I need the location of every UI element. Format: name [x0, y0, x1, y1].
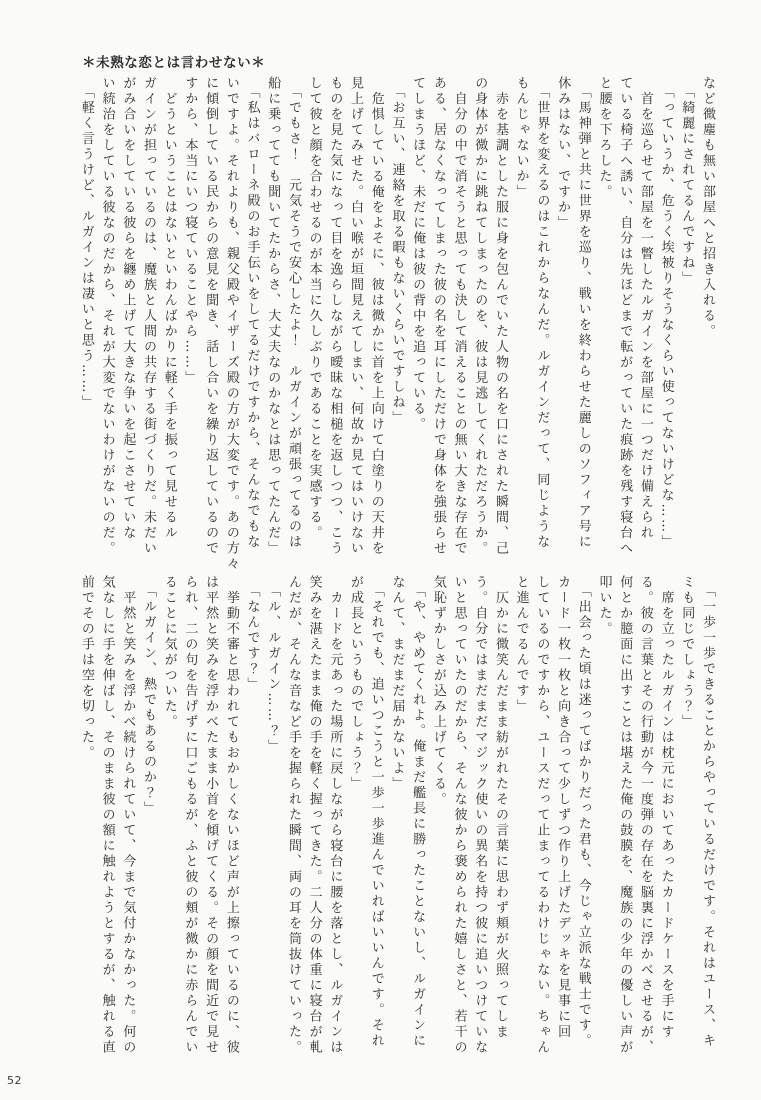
text-column: 「馬神弾と共に世界を巡り、戦いを終わらせた麗しのソフィア号に	[575, 76, 591, 550]
text-column: 「軽く言うけど、ルガインは凄いと思う……」	[78, 76, 94, 411]
text-column: 「綺麗にされてるんですね」	[679, 76, 695, 287]
text-column: 席を立ったルガインは枕元においてあったカードケースを手にす	[658, 575, 674, 1040]
text-column: う。自分ではまだまだマジック使いの異名を持つ彼に追いつけていな	[472, 575, 488, 1056]
text-column: もんじゃないか」	[513, 76, 529, 200]
text-column: 「でもさ！ 元気そうで安心したよ！ ルガインが頑張ってるのは	[285, 76, 301, 550]
text-column: いですよ。それよりも、親父殿やイザーズ殿の方が大変です。あの方々	[223, 76, 239, 572]
text-column: 休みはない、ですか」	[555, 76, 571, 231]
text-column: 船に乗ってても聞いてたからさ、大丈夫なのかなとは思ってたんだ」	[265, 76, 281, 557]
text-column: 「や、やめてくれよ。俺まだ艦長に勝ったことないし、ルガインに	[410, 575, 426, 1049]
text-column: ている椅子へ誘い、自分は先ほどまで転がっていた痕跡を残す寝台へ	[617, 76, 633, 557]
text-column: 「ルガイン、熱でもあるのか？」	[141, 575, 157, 817]
text-column: 「世界を変えるのはこれからなんだ。ルガインだって、同じような	[534, 76, 550, 550]
text-column: がみ合いをしている彼らを纏め上げて大きな争いを起こさせていな	[120, 76, 136, 541]
text-column: カード一枚一枚と向き合って少しずつ作り上げたデッキを見事に回	[555, 575, 571, 1040]
text-column: なんて、まだまだ届かないよ」	[389, 575, 405, 792]
text-column: が成長というものでしょう？」	[348, 575, 364, 792]
text-column: に傾倒している民からの意見を聞き、話し合いを繰り返しているので	[203, 76, 219, 557]
text-column: 「私はバローネ殿のお手伝いをしてるだけですから、そんなでもな	[244, 76, 260, 550]
text-column: どうということはないといわんばかりに軽く手を振って見せるル	[161, 76, 177, 541]
text-column: 「お互い、連絡を取る暇もないくらいですしね」	[389, 76, 405, 426]
text-column: 平然と笑みを浮かべ続けられていて、今まで気付かなかった。何の	[120, 575, 136, 1056]
text-column: ガインが担っているのは、魔族と人間の共存する街づくりだ。未だい	[141, 76, 157, 557]
text-column: てしまうほど、未だに俺は彼の背中を追っている。	[410, 76, 426, 433]
text-column: の身体が微かに跳ねてしまったのを、彼は見逃してくれただろうか。	[472, 76, 488, 557]
text-column: 赤を基調とした服に身を包んでいた人物の名を口にされた瞬間、己	[492, 76, 508, 557]
text-column: 「一歩一歩できることからやっているだけです。それはユース、キ	[700, 575, 715, 1049]
text-column: ることに気がついた。	[161, 575, 177, 730]
text-column: 叩いた。	[596, 575, 612, 637]
text-column: 首を巡らせて部屋を一瞥したルガインを部屋に一つだけ備えられ	[637, 76, 653, 541]
story-title: ＊未熟な恋とは言わせない＊	[82, 55, 266, 71]
text-column: 「なんです？」	[244, 575, 260, 693]
text-column: して彼と顔を合わせるのが本当に久しぶりであることを実感する。	[306, 76, 322, 541]
text-column: 前でその手は空を切った。	[78, 575, 94, 761]
text-column: 挙動不審と思われてもおかしくないほど声が上擦っているのに、彼	[223, 575, 239, 1056]
text-column: ミも同じでしょう？」	[679, 575, 695, 730]
text-column: は平然と笑みを浮かべたまま小首を傾げてくる。その顔を間近で見せ	[203, 575, 219, 1056]
text-column: など微塵も無い部屋へと招き入れる。	[700, 76, 715, 340]
text-column: ある、居なくなってしまった彼の名を耳にしただけで身体を強張らせ	[430, 76, 446, 557]
text-column: い統治をしている彼なのだから、それが大変でないわけがないのだ。	[99, 76, 115, 557]
text-column: られ、二の句を告げずに口ごもるが、ふと彼の頬が微かに赤らんでい	[182, 575, 198, 1056]
text-column: すから、本当にいつ寝ていることやら……」	[182, 76, 198, 386]
text-column: 笑みを湛えたまま俺の手を軽く握ってきた。二人分の体重に寝台が軋	[306, 575, 322, 1056]
text-column: 「それでも、追いつこうと一歩一歩進んでいればいいんです。それ	[368, 575, 384, 1049]
text-column: 見上げてみせた。白い喉が垣間見えてしまい、何故か見てはいけない	[348, 76, 364, 557]
text-column: る。彼の言葉とその行動が今一度弾の存在を脳裏に浮かべさせるが、	[637, 575, 653, 1056]
text-column: 仄かに微笑んだまま紡がれたその言葉に思わず頬が火照ってしま	[492, 575, 508, 1040]
text-column: 「出会った頃は迷ってばかりだった君も、今じゃ立派な戦士です。	[575, 575, 591, 1049]
text-column: と腰を下ろした。	[596, 76, 612, 200]
text-column: いと思っていたのだから、そんな彼から褒められた嬉しさと、若干の	[451, 575, 467, 1056]
text-column: と進んでるんです」	[513, 575, 529, 715]
text-column: カードを元あった場所に戻しながら寝台に腰を落とし、ルガインは	[327, 575, 343, 1056]
text-column: 「っていうか、危うく埃被りそうなくらい使ってないけどな……」	[658, 76, 674, 550]
text-band-top	[67, 76, 717, 572]
text-column: しているのですから、ユースだって止まってるわけじゃない。ちゃん	[534, 575, 550, 1056]
text-column: 何とか臆面に出すことは堪えた俺の鼓膜を、魔族の少年の優しい声が	[617, 575, 633, 1056]
text-column: んだが、そんな音など手を握られた瞬間、両の耳を筒抜けていった。	[285, 575, 301, 1056]
page-number: 52	[7, 1074, 22, 1087]
text-band-bottom	[67, 575, 717, 1057]
text-column: 「ル、ルガイン……？」	[265, 575, 281, 755]
text-column: 気恥ずかしさが込み上げてくる。	[430, 575, 446, 808]
text-column: 気なしに手を伸ばし、そのまま彼の額に触れようとするが、触れる直	[99, 575, 115, 1056]
text-column: 自分の中で消そうと思っても決して消えることの無い大きな存在で	[451, 76, 467, 557]
text-column: ものを見た気になって目を逸らしながら曖昧な相槌を返しつつ、こう	[327, 76, 343, 557]
text-column: 危惧している俺をよそに、彼は微かに首を上向けて白塗りの天井を	[368, 76, 384, 557]
